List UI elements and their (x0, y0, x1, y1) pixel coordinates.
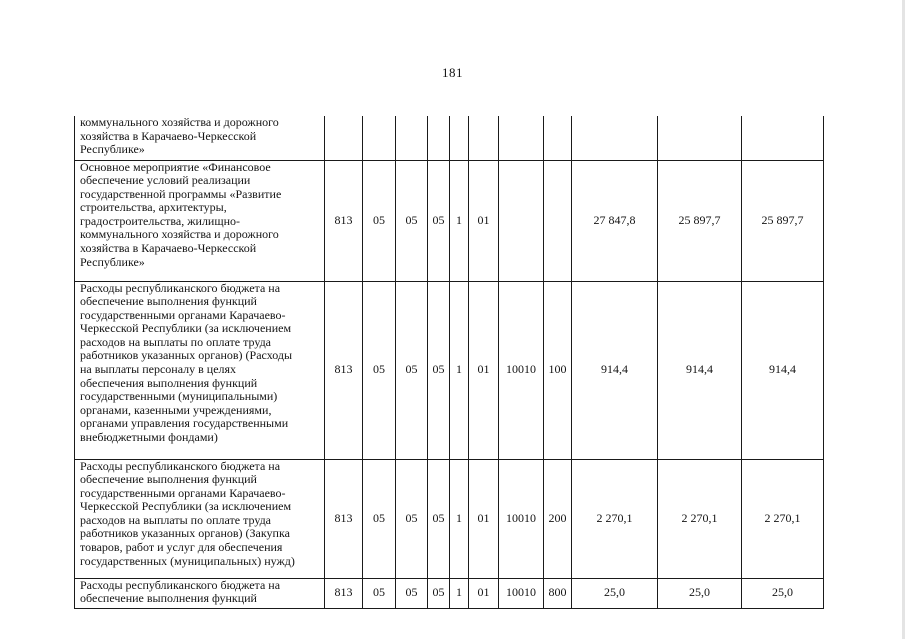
section-cell: 05 (363, 578, 396, 608)
table-row (75, 160, 824, 281)
amount-3-cell: 25 897,7 (742, 160, 824, 281)
subprogram-cell: 1 (450, 281, 469, 459)
event-cell: 01 (469, 578, 499, 608)
subsection-cell (396, 116, 428, 160)
program-cell: 05 (428, 578, 450, 608)
direction-cell (499, 160, 544, 281)
program-cell: 05 (428, 160, 450, 281)
subsection-cell: 05 (396, 281, 428, 459)
event-cell: 01 (469, 160, 499, 281)
subsection-cell: 05 (396, 160, 428, 281)
subsection-cell: 05 (396, 578, 428, 608)
program-cell: 05 (428, 459, 450, 578)
table-row (75, 116, 824, 160)
subprogram-cell (450, 116, 469, 160)
amount-2-cell: 25,0 (658, 578, 742, 608)
page-number: 181 (442, 65, 463, 80)
table-row (75, 578, 824, 608)
event-cell: 01 (469, 459, 499, 578)
amount-1-cell (572, 116, 658, 160)
amount-3-cell: 914,4 (742, 281, 824, 459)
subprogram-cell: 1 (450, 160, 469, 281)
subprogram-cell: 1 (450, 578, 469, 608)
section-cell: 05 (363, 459, 396, 578)
subprogram-cell: 1 (450, 459, 469, 578)
amount-2-cell: 25 897,7 (658, 160, 742, 281)
subsection-cell: 05 (396, 459, 428, 578)
row-description: Расходы республиканского бюджета на обеспечение выполнения функций государственными органами Карачаево- Черкесской Республики (за исключением расходов на выплаты по оплате труда работников указанных органов) (Закупка товаров, работ и услуг для обеспечения государственных (муниципальных) нужд) (75, 459, 325, 578)
table-row (75, 281, 824, 459)
direction-cell (499, 116, 544, 160)
amount-2-cell: 2 270,1 (658, 459, 742, 578)
section-cell: 05 (363, 160, 396, 281)
event-cell (469, 116, 499, 160)
row-description: коммунального хозяйства и дорожного хозяйства в Карачаево-Черкесской Республике» (75, 116, 325, 160)
expense-type-cell (544, 160, 572, 281)
table-row (75, 459, 824, 578)
event-cell: 01 (469, 281, 499, 459)
amount-1-cell: 25,0 (572, 578, 658, 608)
program-cell: 05 (428, 281, 450, 459)
gov-code-cell (325, 116, 363, 160)
row-description: Расходы республиканского бюджета на обеспечение выполнения функций государственными органами Карачаево- Черкесской Республики (за исключением расходов на выплаты по оплате труда работников указанных органов) (Расходы на выплаты персоналу в целях обеспечения выполнения функций государственными (муниципальными) органами, казенными учреждениями, органами управления государственными внебюджетными фондами) (75, 281, 325, 459)
direction-cell: 10010 (499, 578, 544, 608)
expense-type-cell: 100 (544, 281, 572, 459)
section-cell: 05 (363, 281, 396, 459)
gov-code-cell: 813 (325, 281, 363, 459)
amount-1-cell: 27 847,8 (572, 160, 658, 281)
amount-3-cell: 2 270,1 (742, 459, 824, 578)
row-description: Основное мероприятие «Финансовое обеспечение условий реализации государственной программы «Развитие строительства, архитектуры, градостроительства, жилищно- коммунального хозяйства и дорожного хозяйства в Карачаево-Черкесской Республике» (75, 160, 325, 281)
expense-type-cell: 800 (544, 578, 572, 608)
expense-type-cell: 200 (544, 459, 572, 578)
direction-cell: 10010 (499, 281, 544, 459)
amount-2-cell (658, 116, 742, 160)
gov-code-cell: 813 (325, 459, 363, 578)
amount-3-cell (742, 116, 824, 160)
program-cell (428, 116, 450, 160)
amount-3-cell: 25,0 (742, 578, 824, 608)
amount-1-cell: 914,4 (572, 281, 658, 459)
budget-table (74, 116, 824, 609)
expense-type-cell (544, 116, 572, 160)
section-cell (363, 116, 396, 160)
amount-2-cell: 914,4 (658, 281, 742, 459)
gov-code-cell: 813 (325, 160, 363, 281)
row-description: Расходы республиканского бюджета на обеспечение выполнения функций (75, 578, 325, 608)
gov-code-cell: 813 (325, 578, 363, 608)
direction-cell: 10010 (499, 459, 544, 578)
amount-1-cell: 2 270,1 (572, 459, 658, 578)
